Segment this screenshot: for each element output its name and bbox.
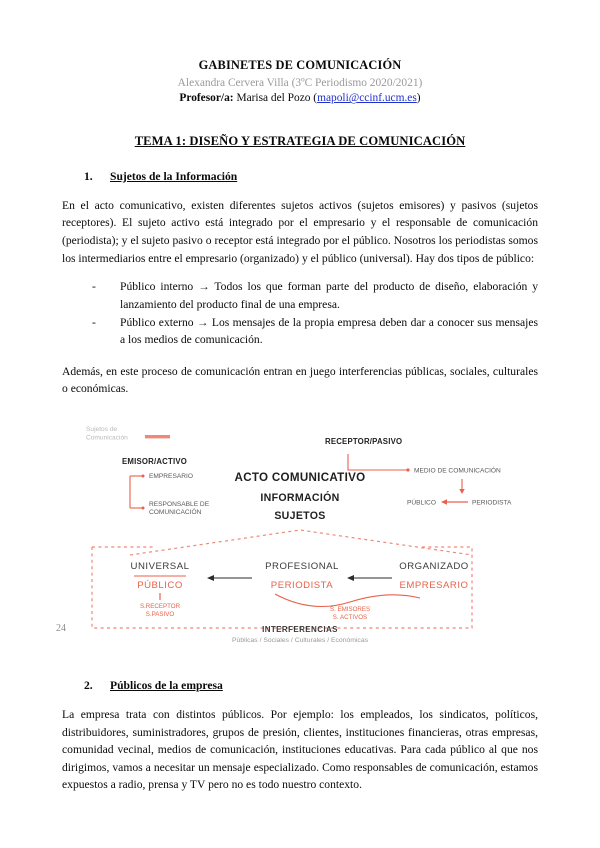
diagram-receptor-heading: RECEPTOR/PASIVO (325, 436, 403, 446)
diagram-canvas (62, 418, 538, 658)
diagram-emisor-heading: EMISOR/ACTIVO (122, 456, 187, 466)
organizado-profesional-arrow-head (347, 575, 354, 581)
diagram-corner-label-line1: Sujetos de (86, 425, 118, 433)
document-author: Alexandra Cervera Villa (3ºC Periodismo 2020/2021) (177, 76, 423, 89)
diagram-universal-label: UNIVERSAL (130, 560, 190, 572)
section-1-closing-paragraph: Además, en este proceso de comunicación entran en juego interferencias públicas, sociales, culturales o económicas. (62, 364, 538, 396)
section-1-paragraph: En el acto comunicativo, existen diferentes sujetos activos (sujetos emisores) y pasivos (sujetos receptores). El sujeto activo está integrado por el empresario y el responsable de comunicación (periodista); y el sujeto pasivo o receptor está integrado por el público. Nosotros los periodistas somos los intermediarios entre el empresario (organizado) y el público (universal). Hay dos tipos de público: (62, 198, 538, 265)
section-heading-1 (62, 170, 538, 183)
communication-diagram (56, 418, 538, 658)
diagram-periodista-node: PERIODISTA (270, 579, 334, 591)
diagram-periodista-label: PERIODISTA (472, 499, 512, 507)
emisores-brace (275, 594, 420, 607)
trailing-spacer (62, 794, 538, 800)
diagram-center-line3: SUJETOS (274, 509, 326, 522)
diagram-publico-label: PÚBLICO (407, 499, 436, 507)
receptor-connector (348, 454, 407, 470)
tema-heading: TEMA 1: DISEÑO Y ESTRATEGIA DE COMUNICACIÓN (134, 133, 466, 148)
corner-accent-bar (145, 435, 170, 438)
medio-arrow-head (459, 489, 464, 494)
diagram-s-pasivo-label: S.PASIVO (145, 610, 175, 618)
document-content (56, 58, 538, 800)
diagram-empresario-label: EMPRESARIO (149, 472, 193, 480)
diagram-medio-label: MEDIO DE COMUNICACIÓN (414, 467, 501, 475)
professor-name: Marisa del Pozo ( (233, 92, 318, 105)
emisor-dot-bottom (142, 506, 145, 509)
professor-label: Profesor/a: (179, 92, 234, 105)
diagram-publico-node: PÚBLICO (137, 579, 183, 591)
list-item: - Público interno → Todos los que forman parte del producto de diseño, elaboración y lanzamiento del producto final de una empresa. (92, 278, 538, 313)
section-2-paragraph: La empresa trata con distintos públicos. Por ejemplo: los empleados, los sindicatos, políticos, distribuidores, suministradores, grupos de presión, clientes, instituciones financieras, otras empresas, comunidad vecinal, medios de comunicación, instituciones educativas. Para cada público al que nos dirigimos, vamos a necesitar un mensaje especializado. Como responsables de comunicación, estamos expuestos a radio, prensa y TV pero no es todo nuestro contexto. (62, 707, 538, 792)
diagram-responsable-label-line2: COMUNICACIÓN (149, 508, 202, 516)
profesional-universal-arrow-head (207, 575, 214, 581)
section-number-2: 2. (84, 678, 93, 692)
section-label-1: Sujetos de la Información (110, 169, 238, 183)
section-heading-2 (62, 679, 538, 692)
section-number-1: 1. (84, 169, 93, 183)
diagram-empresario-node: EMPRESARIO (399, 579, 469, 591)
emisor-dot-top (142, 474, 145, 477)
diagram-s-receptor-label: S.RECEPTOR (139, 602, 181, 610)
list-item: - Público externo → Los mensajes de la propia empresa deben dar a conocer sus mensajes a los medios de comunicación. (92, 314, 538, 349)
section-label-2: Públicos de la empresa (110, 678, 223, 692)
diagram-corner-label-line2: Comunicación (86, 434, 128, 442)
diagram-responsable-label-line1: RESPONSABLE DE (149, 500, 210, 508)
professor-paren-close: ) (416, 92, 421, 105)
diagram-roof-dotted (130, 530, 472, 555)
diagram-s-activos-label: S. ACTIVOS (332, 613, 368, 621)
diagram-center-line2: INFORMACIÓN (260, 491, 340, 504)
diagram-interferencias-subtitle: Públicas / Sociales / Culturales / Económicas (232, 636, 368, 644)
diagram-interferencias-title: INTERFERENCIAS (262, 624, 338, 634)
professor-email-link[interactable]: mapoli@ccinf.ucm.es (317, 92, 417, 105)
diagram-s-emisores-label: S. EMISORES (329, 605, 371, 613)
diagram-center-line1: ACTO COMUNICATIVO (234, 470, 366, 484)
page-number-artifact: 24 (56, 622, 66, 634)
diagram-profesional-label: PROFESIONAL (265, 560, 339, 572)
document-professor (62, 91, 538, 106)
page-title: GABINETES DE COMUNICACIÓN (198, 58, 402, 72)
publico-list (62, 278, 538, 349)
diagram-organizado-label: ORGANIZADO (399, 560, 469, 572)
receptor-dot (406, 468, 409, 471)
periodista-publico-arrow-head (441, 499, 447, 505)
